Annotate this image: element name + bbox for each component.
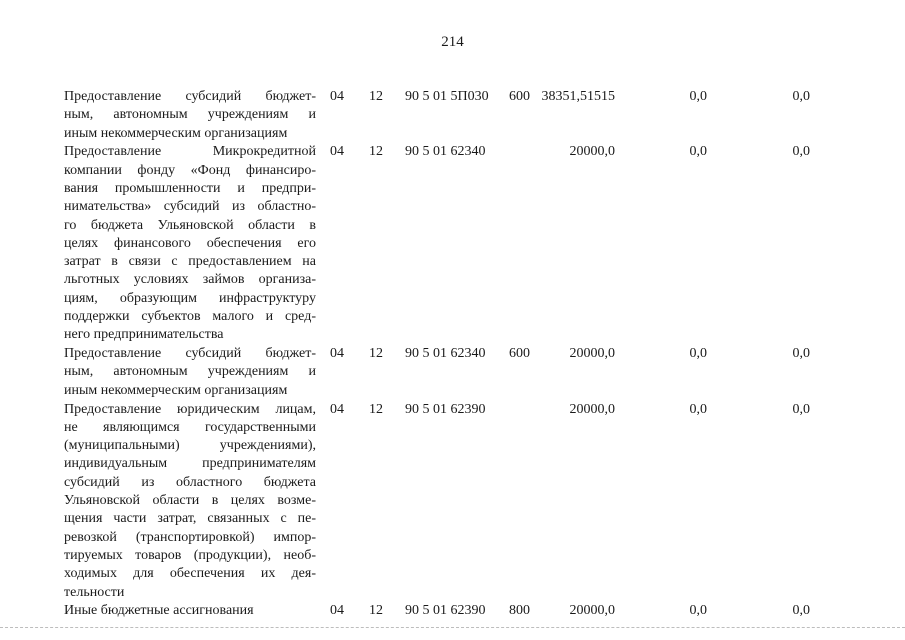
description-line: льготных условиях займов организа- <box>64 272 316 288</box>
description-line: иным некоммерческим организациям <box>64 125 288 141</box>
row-section-code: 04 <box>330 603 344 619</box>
row-description <box>64 401 316 602</box>
description-line: Ульяновской области в целях возме- <box>64 493 316 509</box>
description-line: щения части затрат, связанных с пе- <box>64 511 316 527</box>
row-sum-year-3: 0,0 <box>792 603 810 619</box>
description-line: ным, автономным учреждениям и <box>64 107 316 123</box>
row-subsection-code: 12 <box>369 89 383 104</box>
page-number: 214 <box>441 34 464 50</box>
row-sum-year-3: 0,0 <box>792 401 810 417</box>
description-line: Предоставление юридическим лицам, <box>64 401 316 417</box>
description-line: не являющимся государственными <box>64 419 316 435</box>
row-sum-year-1: 20000,0 <box>569 401 615 417</box>
description-line: тируемых товаров (продукции), необ- <box>64 547 316 563</box>
row-sum-year-2: 0,0 <box>689 401 707 417</box>
description-line: вания промышленности и предпри- <box>64 180 316 196</box>
row-expense-type: 800 <box>509 603 530 619</box>
row-sum-year-2: 0,0 <box>689 603 707 619</box>
row-description <box>64 88 316 143</box>
row-sum-year-1: 20000,0 <box>569 603 615 619</box>
description-line: ным, автономным учреждениям и <box>64 364 316 380</box>
row-sum-year-3: 0,0 <box>792 89 810 104</box>
row-sum-year-1: 38351,51515 <box>541 89 615 104</box>
row-target-article: 90 5 01 62390 <box>405 401 486 417</box>
description-line: (муниципальными) учреждениями), <box>64 438 316 454</box>
row-sum-year-1: 20000,0 <box>569 144 615 160</box>
row-description <box>64 143 316 344</box>
description-line: ревозкой (транспортировкой) импор- <box>64 529 316 545</box>
row-target-article: 90 5 01 62390 <box>405 603 486 619</box>
row-sum-year-1: 20000,0 <box>569 346 615 362</box>
row-target-article: 90 5 01 5П030 <box>405 89 489 104</box>
row-sum-year-3: 0,0 <box>792 346 810 362</box>
description-line: субсидий из областного бюджета <box>64 474 316 490</box>
description-line: целях финансового обеспечения его <box>64 235 316 251</box>
row-target-article: 90 5 01 62340 <box>405 346 486 362</box>
description-line: него предпринимательства <box>64 327 224 343</box>
row-sum-year-2: 0,0 <box>689 89 707 104</box>
row-section-code: 04 <box>330 346 344 362</box>
description-line: компании фонду «Фонд финансиро- <box>64 162 316 178</box>
description-line: циям, образующим инфраструктуру <box>64 290 316 306</box>
description-line: Иные бюджетные ассигнования <box>64 603 254 619</box>
description-line: индивидуальным предпринимателям <box>64 456 316 472</box>
description-line: ходимых для обеспечения их дея- <box>64 566 316 582</box>
row-subsection-code: 12 <box>369 401 383 417</box>
description-line: Предоставление Микрокредитной <box>64 144 316 160</box>
row-sum-year-2: 0,0 <box>689 144 707 160</box>
row-description <box>64 602 316 620</box>
row-expense-type: 600 <box>509 346 530 362</box>
description-line: тельности <box>64 584 125 600</box>
row-section-code: 04 <box>330 144 344 160</box>
description-line: го бюджета Ульяновской области в <box>64 217 316 233</box>
row-subsection-code: 12 <box>369 603 383 619</box>
page-bottom-edge <box>0 627 905 628</box>
description-line: Предоставление субсидий бюджет- <box>64 89 316 104</box>
row-expense-type: 600 <box>509 89 530 104</box>
row-description <box>64 345 316 400</box>
description-line: поддержки субъектов малого и сред- <box>64 309 316 325</box>
row-subsection-code: 12 <box>369 346 383 362</box>
row-subsection-code: 12 <box>369 144 383 160</box>
row-sum-year-3: 0,0 <box>792 144 810 160</box>
row-section-code: 04 <box>330 401 344 417</box>
description-line: иным некоммерческим организациям <box>64 382 288 398</box>
row-sum-year-2: 0,0 <box>689 346 707 362</box>
description-line: нимательства» субсидий из областно- <box>64 199 316 215</box>
row-section-code: 04 <box>330 89 344 104</box>
row-target-article: 90 5 01 62340 <box>405 144 486 160</box>
description-line: Предоставление субсидий бюджет- <box>64 346 316 362</box>
description-line: затрат в связи с предоставлением на <box>64 254 316 270</box>
